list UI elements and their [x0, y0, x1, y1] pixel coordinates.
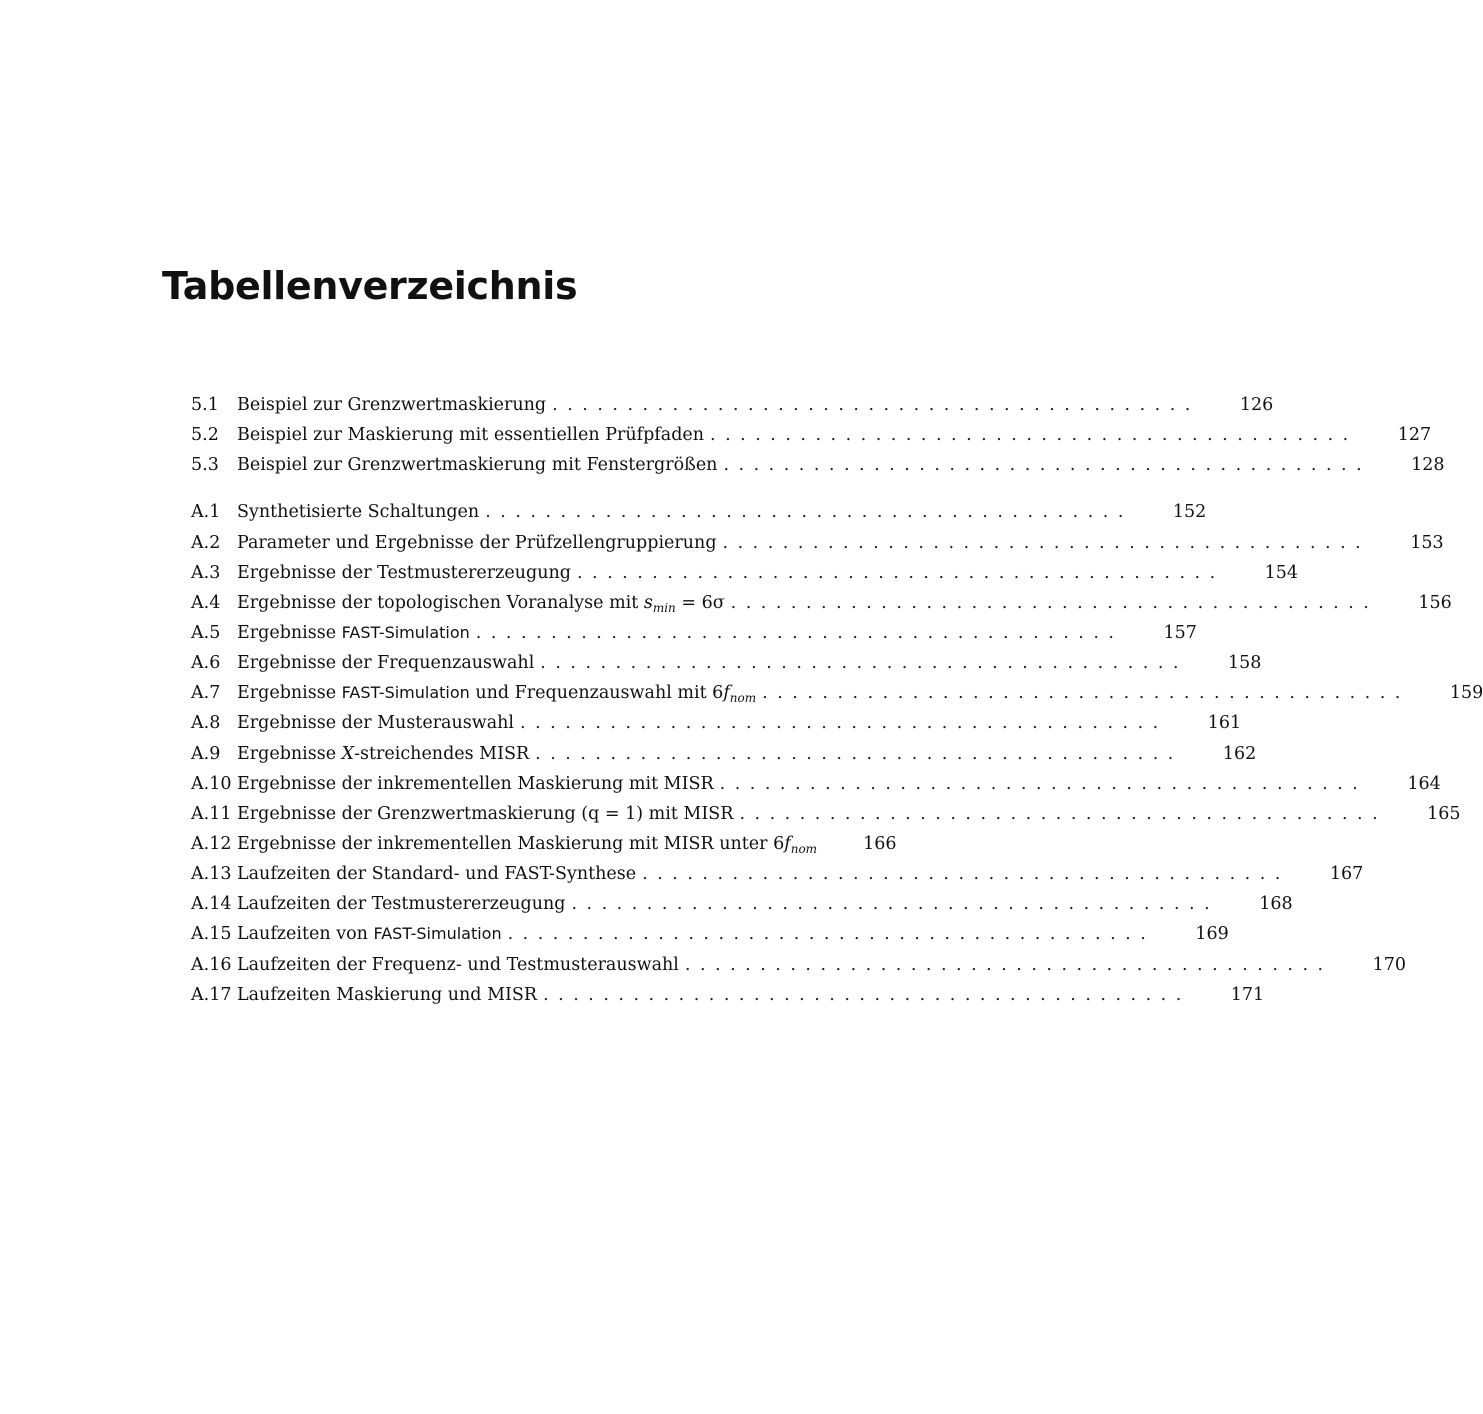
entry-page: 166 — [863, 833, 897, 854]
entry-number: A.6 — [191, 653, 221, 674]
title-text: Ergebnisse — [237, 622, 342, 643]
entry-number: A.15 — [191, 924, 232, 945]
math-subscript: nom — [790, 841, 818, 856]
entry-number: 5.2 — [191, 425, 219, 446]
title-text: -streichendes MISR — [354, 743, 530, 764]
entry-title: Ergebnisse der Musterauswahl — [237, 713, 515, 734]
toc-entry-a-16[interactable] — [191, 950, 1407, 980]
toc-entry-a-3[interactable] — [191, 558, 1299, 588]
entry-number: A.5 — [191, 622, 221, 643]
math-variable: s — [643, 592, 653, 613]
toc-entry-a-15[interactable] — [191, 919, 1229, 949]
entry-page: 165 — [1427, 803, 1461, 824]
entry-title: Laufzeiten der Standard- und FAST-Synthese — [237, 864, 637, 885]
dot-leader: ........................................... — [576, 562, 1225, 583]
entry-number: A.3 — [191, 562, 221, 583]
entry-title: Parameter und Ergebnisse der Prüfzellengruppierung — [237, 532, 717, 553]
dot-leader: ........................................... — [730, 592, 1379, 613]
entry-number: A.2 — [191, 532, 221, 553]
entry-page: 127 — [1397, 425, 1432, 446]
dot-leader: ........................................... — [722, 532, 1371, 553]
entry-page: 161 — [1207, 713, 1242, 734]
entry-page: 156 — [1418, 592, 1452, 613]
toc-entry-a-1[interactable] — [191, 497, 1207, 527]
entry-title: Ergebnisse der Testmustererzeugung — [237, 562, 571, 583]
dot-leader: ........................................... — [507, 924, 1156, 945]
entry-page: 154 — [1264, 562, 1299, 583]
dot-leader: ........................................... — [475, 622, 1124, 643]
dot-leader: ........................................... — [540, 653, 1188, 674]
entry-page: 152 — [1172, 502, 1207, 523]
toc-entry-a-2[interactable] — [191, 528, 1444, 558]
entry-number: A.12 — [191, 833, 232, 854]
entry-title: Beispiel zur Grenzwertmaskierung mit Fenstergrößen — [237, 455, 718, 476]
dot-leader: ........................................... — [520, 713, 1168, 734]
toc-entry-5-3[interactable] — [191, 450, 1445, 480]
toc-entry-a-6[interactable] — [191, 648, 1262, 678]
math-variable: f — [723, 683, 730, 704]
entry-page: 169 — [1195, 924, 1229, 945]
title-text: Ergebnisse — [237, 743, 342, 764]
toc-entry-5-1[interactable] — [191, 390, 1274, 420]
entry-page: 164 — [1407, 773, 1441, 794]
entry-title: Beispiel zur Maskierung mit essentiellen Prüfpfaden — [237, 425, 705, 446]
toc-entry-a-8[interactable] — [191, 708, 1242, 738]
dot-leader: ........................................... — [723, 455, 1372, 476]
entry-number: A.4 — [191, 592, 221, 613]
entry-page: 128 — [1411, 455, 1445, 476]
entry-number: A.16 — [191, 954, 232, 975]
title-text: Ergebnisse der inkrementellen Maskierung mit MISR unter 6 — [237, 833, 785, 854]
toc-entry-a-11[interactable] — [191, 799, 1461, 829]
entry-number: A.7 — [191, 683, 221, 704]
dot-leader: ........................................... — [552, 395, 1200, 415]
toc-entry-a-7[interactable] — [191, 678, 1483, 708]
dot-leader: ........................................... — [684, 954, 1333, 975]
toc-entry-a-5[interactable] — [191, 618, 1197, 648]
entry-title: Laufzeiten der Frequenz- und Testmusterauswahl — [237, 954, 679, 975]
entry-page: 168 — [1259, 894, 1293, 915]
toc-entry-a-9[interactable] — [191, 739, 1257, 769]
entry-number: A.1 — [191, 502, 221, 523]
entry-page: 126 — [1239, 395, 1274, 415]
entry-page: 162 — [1222, 743, 1257, 764]
dot-leader: ........................................... — [571, 894, 1220, 915]
title-text: Laufzeiten von — [237, 924, 374, 945]
entry-page: 170 — [1372, 954, 1407, 975]
table-list — [191, 390, 1483, 1010]
entry-number: A.11 — [191, 803, 232, 824]
entry-title: Ergebnisse der Frequenzauswahl — [237, 653, 535, 674]
math-subscript: min — [652, 600, 676, 615]
entry-title: Laufzeiten der Testmustererzeugung — [237, 894, 566, 915]
toc-entry-a-4[interactable] — [191, 588, 1452, 618]
entry-title: Beispiel zur Grenzwertmaskierung — [237, 395, 547, 415]
entry-number: 5.1 — [191, 395, 219, 415]
toc-entry-a-10[interactable] — [191, 769, 1441, 799]
math-expression: = 6σ — [675, 592, 725, 613]
title-text: Ergebnisse der topologischen Voranalyse mit — [237, 592, 644, 613]
entry-number: A.8 — [191, 713, 221, 734]
entry-title: Ergebnisse der inkrementellen Maskierung mit MISR — [237, 773, 714, 794]
dot-leader: ........................................... — [485, 502, 1133, 523]
tool-name: FAST-Simulation — [341, 683, 470, 703]
entry-page: 167 — [1329, 864, 1364, 885]
math-subscript: nom — [729, 691, 757, 706]
dot-leader: ........................................... — [642, 864, 1290, 885]
entry-number: A.10 — [191, 773, 232, 794]
page-title: Tabellenverzeichnis — [162, 264, 578, 308]
dot-leader: ........................................... — [739, 803, 1388, 824]
group-separator — [191, 480, 851, 497]
entry-number: 5.3 — [191, 455, 219, 476]
entry-number: A.17 — [191, 984, 232, 1005]
math-variable: X — [341, 743, 355, 764]
toc-entry-a-14[interactable] — [191, 889, 1293, 919]
toc-entry-5-2[interactable] — [191, 420, 1432, 450]
entry-page: 171 — [1230, 984, 1265, 1005]
entry-page: 153 — [1410, 532, 1444, 553]
toc-entry-a-13[interactable] — [191, 859, 1364, 889]
math-variable: f — [784, 833, 791, 854]
tool-name: FAST-Simulation — [373, 924, 502, 944]
toc-entry-a-12[interactable] — [191, 829, 897, 859]
entry-page: 159 — [1449, 683, 1483, 704]
toc-entry-a-17[interactable] — [191, 980, 1265, 1010]
entry-page: 158 — [1228, 653, 1262, 674]
entry-title — [237, 919, 502, 949]
entry-number: A.9 — [191, 743, 221, 764]
entry-number: A.13 — [191, 864, 232, 885]
dot-leader: ........................................... — [762, 683, 1410, 704]
dot-leader: ........................................... — [535, 743, 1183, 764]
entry-title: Ergebnisse der Grenzwertmaskierung (q = 1) mit MISR — [237, 803, 734, 824]
dot-leader: ........................................... — [710, 425, 1358, 446]
dot-leader: ........................................... — [719, 773, 1368, 794]
title-text: und Frequenzauswahl mit 6 — [469, 683, 724, 704]
entry-title — [237, 739, 529, 769]
entry-title — [237, 618, 470, 648]
title-text: Ergebnisse — [237, 683, 342, 704]
entry-page: 157 — [1163, 622, 1197, 643]
entry-number: A.14 — [191, 894, 232, 915]
entry-title: Laufzeiten Maskierung und MISR — [237, 984, 538, 1005]
tool-name: FAST-Simulation — [341, 622, 470, 642]
entry-title: Synthetisierte Schaltungen — [237, 502, 480, 523]
dot-leader: ........................................... — [543, 984, 1191, 1005]
